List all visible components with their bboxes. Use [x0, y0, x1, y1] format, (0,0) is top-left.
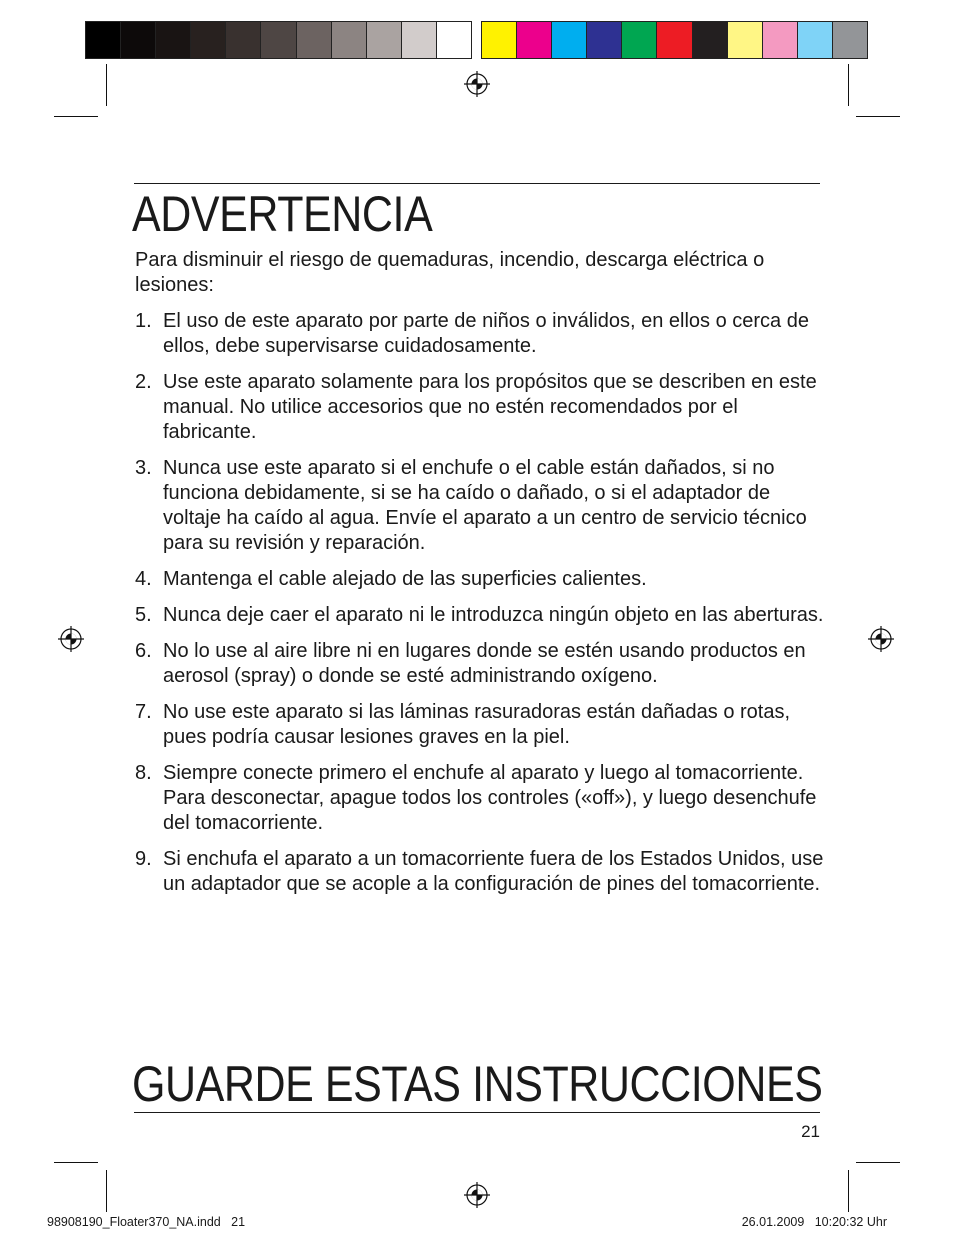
crop-mark: [856, 1162, 900, 1163]
list-item: [135, 370, 825, 445]
item-number: 1.: [135, 310, 152, 332]
bottom-rule: [134, 1112, 820, 1113]
color-swatch: [121, 22, 156, 58]
list-item: [135, 847, 825, 897]
color-swatch: [226, 22, 261, 58]
item-number: 5.: [135, 604, 152, 626]
list-item: [135, 639, 825, 689]
item-number: 9.: [135, 848, 152, 870]
color-swatch: [332, 22, 367, 58]
crop-mark: [106, 64, 107, 106]
item-number: 2.: [135, 371, 152, 393]
slug-timestamp: 26.01.2009 10:20:32 Uhr: [741, 1215, 887, 1229]
color-swatch: [437, 22, 471, 58]
item-text: No lo use al aire libre ni en lugares donde se estén usando productos en aerosol (spray) o donde se esté administrando oxígeno.: [163, 640, 806, 687]
color-swatch: [156, 22, 191, 58]
color-swatch: [728, 22, 763, 58]
grayscale-color-bar: [85, 21, 472, 59]
color-swatch: [552, 22, 587, 58]
item-number: 7.: [135, 701, 152, 723]
color-swatch: [657, 22, 692, 58]
color-swatch: [402, 22, 437, 58]
color-swatch: [191, 22, 226, 58]
registration-mark-icon: [868, 626, 894, 652]
color-swatch: [587, 22, 622, 58]
crop-mark: [106, 1170, 107, 1212]
color-swatch: [367, 22, 402, 58]
color-swatch: [622, 22, 657, 58]
item-text: El uso de este aparato por parte de niños o inválidos, en ellos o cerca de ellos, debe supervisarse cuidadosamente.: [163, 310, 809, 357]
color-swatch: [517, 22, 552, 58]
page-number: 21: [801, 1122, 820, 1141]
registration-mark-icon: [58, 626, 84, 652]
list-item: [135, 567, 825, 592]
crop-mark: [856, 116, 900, 117]
item-text: Mantenga el cable alejado de las superficies calientes.: [163, 568, 647, 590]
item-number: 8.: [135, 762, 152, 784]
registration-mark-icon: [464, 1182, 490, 1208]
list-item: [135, 700, 825, 750]
color-swatch: [482, 22, 517, 58]
item-number: 4.: [135, 568, 152, 590]
list-item: [135, 456, 825, 556]
item-number: 6.: [135, 640, 152, 662]
item-text: Nunca deje caer el aparato ni le introduzca ningún objeto en las aberturas.: [163, 604, 824, 626]
color-swatch: [798, 22, 833, 58]
item-number: 3.: [135, 457, 152, 479]
item-text: Si enchufa el aparato a un tomacorriente fuera de los Estados Unidos, use un adaptador que se acople a la configuración de pines del tomacorriente.: [163, 848, 824, 895]
item-text: Nunca use este aparato si el enchufe o el cable están dañados, si no funciona debidamente, si se ha caído o dañado, o si el adaptador de voltaje ha caído al agua. Envíe el aparato a un centro de servicio técnico para su revisión y reparación.: [163, 457, 807, 554]
item-text: Siempre conecte primero el enchufe al aparato y luego al tomacorriente. Para desconectar, apague todos los controles («off»), y luego desenchufe del tomacorriente.: [163, 762, 817, 834]
crop-mark: [54, 1162, 98, 1163]
color-swatch: [763, 22, 798, 58]
top-rule: [134, 183, 820, 184]
warning-list: [135, 309, 825, 908]
crop-mark: [848, 64, 849, 106]
color-swatch: [261, 22, 296, 58]
intro-paragraph: Para disminuir el riesgo de quemaduras, incendio, descarga eléctrica o lesiones:: [135, 249, 765, 296]
registration-mark-icon: [464, 71, 490, 97]
item-text: Use este aparato solamente para los propósitos que se describen en este manual. No utilice accesorios que no estén recomendados por el fabricante.: [163, 371, 817, 443]
slug-filename: 98908190_Floater370_NA.indd 21: [47, 1215, 246, 1229]
crop-mark: [848, 1170, 849, 1212]
list-item: [135, 761, 825, 836]
list-item: [135, 309, 825, 359]
crop-mark: [54, 116, 98, 117]
color-swatch: [86, 22, 121, 58]
color-swatch: [833, 22, 867, 58]
save-instructions-heading: GUARDE ESTAS INSTRUCCIONES: [132, 1056, 823, 1112]
color-swatch: [693, 22, 728, 58]
warning-heading: ADVERTENCIA: [132, 186, 433, 242]
list-item: [135, 603, 825, 628]
item-text: No use este aparato si las láminas rasuradoras están dañadas o rotas, pues podría causar lesiones graves en la piel.: [163, 701, 791, 748]
color-swatch: [297, 22, 332, 58]
process-color-bar: [481, 21, 868, 59]
